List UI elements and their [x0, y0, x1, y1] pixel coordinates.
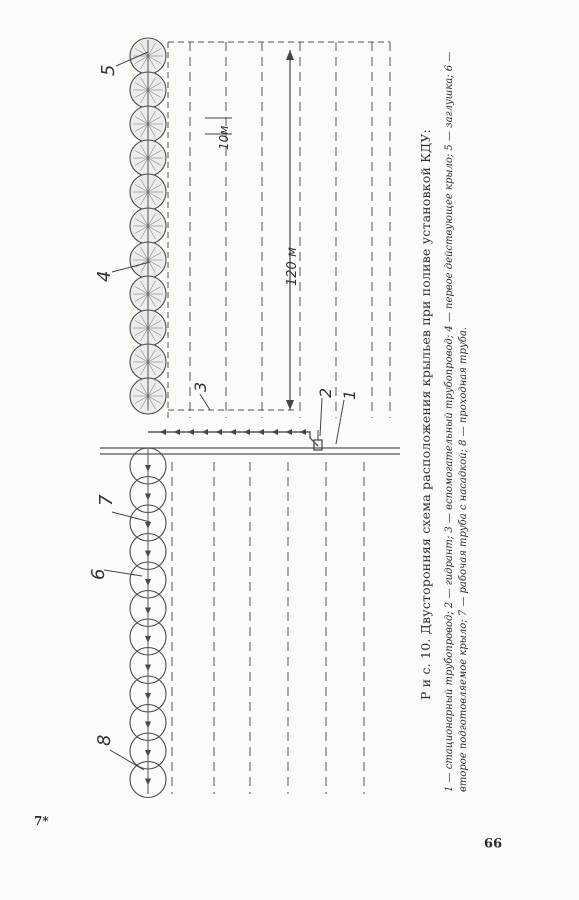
stationary-pipeline	[100, 448, 400, 454]
dimension-length	[168, 42, 390, 418]
flow-arrow	[202, 429, 208, 435]
dimension-spacing	[205, 118, 232, 150]
lower-strip-lines	[172, 462, 364, 794]
callout-6: 6	[88, 568, 109, 580]
callout-4: 4	[94, 270, 115, 282]
dimension-spacing-label: 10м	[217, 125, 231, 150]
flow-arrow	[160, 429, 166, 435]
callout-labels	[88, 65, 359, 746]
callout-3: 3	[191, 381, 210, 392]
flow-arrow	[272, 429, 278, 435]
first-active-wing	[130, 38, 166, 414]
auxiliary-pipeline	[148, 429, 318, 446]
flow-arrow	[286, 429, 292, 435]
signature-mark: 7*	[34, 814, 49, 828]
callout-7: 7	[96, 494, 117, 506]
flow-arrow	[216, 429, 222, 435]
second-prepared-wing	[130, 448, 166, 798]
caption-legend-line1: 1 — стационарный трубопровод; 2 — гидрант; 3 — вспомогательный трубопровод; 4 — первое действующее крыло; 5 — заглушка; 6 —	[444, 51, 455, 792]
flow-arrow	[258, 429, 264, 435]
callout-8: 8	[94, 734, 115, 746]
flow-arrow	[174, 429, 180, 435]
page-number: 99	[484, 834, 503, 849]
callout-1: 1	[340, 389, 359, 400]
callout-2: 2	[316, 387, 335, 398]
caption-legend-line2: второе подготовляемое крыло; 7 — рабочая труба с насадкой; 8 — проходная труба.	[458, 327, 469, 792]
caption-title: Р и с. 10. Двусторонняя схема расположения крыльев при поливе установкой КДУ:	[418, 128, 433, 700]
flow-arrow	[244, 429, 250, 435]
flow-arrow	[230, 429, 236, 435]
flow-arrow	[188, 429, 194, 435]
dimension-length-label: 120 м	[285, 247, 300, 286]
hydrant	[314, 430, 322, 450]
callout-5: 5	[98, 64, 119, 76]
flow-arrow	[300, 429, 306, 435]
